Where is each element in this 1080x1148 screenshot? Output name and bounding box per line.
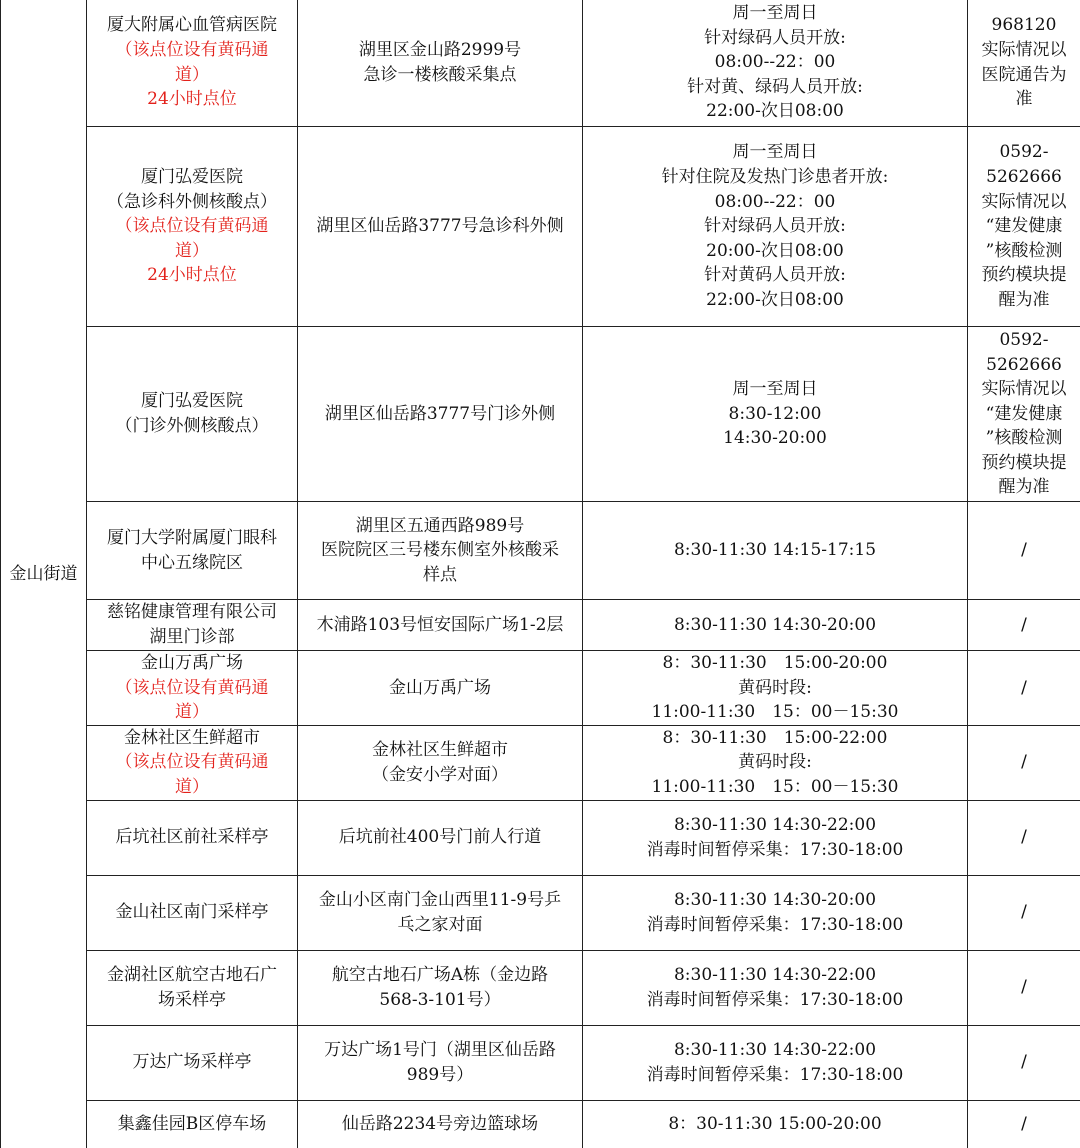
cell-line: 24小时点位 [147, 89, 237, 110]
cell-line: 周一至周日 [732, 3, 818, 24]
site-name-cell [87, 651, 298, 726]
contact-cell [968, 1100, 1080, 1148]
site-name-cell [87, 127, 298, 327]
cell-line: 8:30-11:30 14:30-20:00 [673, 890, 877, 911]
site-name-cell [87, 600, 298, 651]
address-cell [298, 0, 583, 127]
cell-line: 消毒时间暂停采集：17:30-18:00 [646, 989, 904, 1010]
address-cell [298, 1025, 583, 1100]
cell-line: 道） [175, 777, 209, 798]
contact-cell [968, 0, 1080, 127]
contact-cell [968, 651, 1080, 726]
cell-line: 针对绿码人员开放: [704, 216, 846, 237]
contact-cell [968, 502, 1080, 600]
cell-line: 针对绿码人员开放: [704, 27, 846, 48]
site-name-cell [87, 875, 298, 950]
cell-line: 14:30-20:00 [723, 428, 827, 449]
opening-hours-cell [583, 600, 968, 651]
cell-line: 5262666 [986, 354, 1062, 375]
opening-hours-cell [583, 127, 968, 327]
cell-line: 预约模块提 [981, 265, 1067, 286]
table-row [1, 875, 1080, 950]
cell-line: 厦大附属心血管病医院 [107, 15, 277, 36]
address-cell [298, 327, 583, 502]
contact-cell [968, 875, 1080, 950]
cell-line: 0592- [999, 142, 1049, 163]
cell-line: 厦门大学附属厦门眼科 [107, 527, 277, 548]
cell-line: 医院通告为 [981, 64, 1067, 85]
cell-line: 道） [175, 702, 209, 723]
contact-cell [968, 725, 1080, 800]
table-row [1, 127, 1080, 327]
contact-cell [968, 600, 1080, 651]
table-row [1, 800, 1080, 875]
table-body [1, 0, 1080, 1148]
cell-line: 8:30-11:30 14:30-22:00 [673, 1040, 877, 1061]
opening-hours-cell [583, 1100, 968, 1148]
cell-line: 消毒时间暂停采集：17:30-18:00 [646, 839, 904, 860]
cell-line: 金山万禹广场 [389, 677, 491, 698]
cell-line: 金山小区南门金山西里11-9号乒 [318, 890, 562, 911]
cell-line: 准 [1015, 89, 1033, 110]
address-cell [298, 1100, 583, 1148]
cell-line: 样点 [423, 564, 457, 585]
cell-line: 金林社区生鲜超市 [372, 740, 508, 761]
address-cell [298, 600, 583, 651]
cell-line: 针对黄、绿码人员开放: [687, 76, 863, 97]
cell-line: 8:30-11:30 14:30-22:00 [673, 815, 877, 836]
site-name-cell [87, 1025, 298, 1100]
cell-line: 8：30-11:30 15:00-22:00 [662, 727, 888, 748]
cell-line: （门诊外侧核酸点） [115, 416, 269, 436]
cell-line: 8:30-11:30 14:30-22:00 [673, 965, 877, 986]
cell-line: 木浦路103号恒安国际广场1-2层 [316, 614, 564, 635]
cell-line: 湖里区仙岳路3777号急诊科外侧 [316, 216, 564, 237]
opening-hours-cell [583, 1025, 968, 1100]
cell-line: 08:00--22：00 [714, 191, 836, 212]
cell-line: 周一至周日 [732, 379, 818, 400]
table-row [1, 950, 1080, 1025]
cell-line: 乓之家对面 [397, 914, 483, 935]
site-name-cell [87, 725, 298, 800]
cell-line: 968120 [991, 15, 1057, 36]
cell-line: 万达广场采样亭 [132, 1052, 252, 1073]
opening-hours-cell [583, 651, 968, 726]
cell-line: / [1021, 1052, 1027, 1073]
cell-line: 后坑社区前社采样亭 [115, 827, 269, 848]
opening-hours-cell [583, 502, 968, 600]
site-name-cell [87, 502, 298, 600]
cell-line: 8:30-12:00 [728, 403, 822, 424]
cell-line: 989号） [406, 1064, 474, 1085]
table-row [1, 651, 1080, 726]
cell-line: 后坑前社400号门前人行道 [338, 827, 542, 848]
cell-line: 568-3-101号） [379, 989, 501, 1010]
cell-line: 8:30-11:30 14:30-20:00 [673, 614, 877, 635]
cell-line: / [1021, 827, 1027, 848]
cell-line: （该点位设有黄码通 [115, 39, 269, 60]
address-cell [298, 950, 583, 1025]
site-name-cell [87, 327, 298, 502]
address-cell [298, 502, 583, 600]
cell-line: 8：30-11:30 15:00-20:00 [662, 653, 888, 673]
cell-line: （该点位设有黄码通 [115, 216, 269, 237]
cell-line: 11:00-11:30 15：00－15:30 [651, 702, 899, 723]
cell-line: （该点位设有黄码通 [115, 752, 269, 773]
cell-line: 湖里区五通西路989号 [355, 515, 525, 536]
address-cell [298, 651, 583, 726]
cell-line: 实际情况以 [981, 39, 1067, 60]
cell-line: 金山社区南门采样亭 [115, 902, 269, 923]
opening-hours-cell [583, 0, 968, 127]
site-name-cell [87, 800, 298, 875]
cell-line: 预约模块提 [981, 452, 1067, 473]
cell-line: 金林社区生鲜超市 [124, 727, 260, 748]
table-row [1, 0, 1080, 127]
cell-line: 集鑫佳园B区停车场 [117, 1114, 267, 1135]
table-row [1, 600, 1080, 651]
cell-line: 24小时点位 [147, 265, 237, 286]
cell-line: 22:00-次日08:00 [706, 289, 844, 310]
cell-line: 万达广场1号门（湖里区仙岳路 [324, 1040, 556, 1061]
contact-cell [968, 1025, 1080, 1100]
cell-line: ”核酸检测 [985, 428, 1063, 449]
table-row [1, 725, 1080, 800]
opening-hours-cell [583, 327, 968, 502]
cell-line: 金湖社区航空古地石广 [107, 965, 277, 986]
table-row [1, 1100, 1080, 1148]
cell-line: 11:00-11:30 15：00－15:30 [651, 777, 899, 798]
opening-hours-cell [583, 800, 968, 875]
address-cell [298, 127, 583, 327]
cell-line: 黄码时段: [738, 752, 812, 773]
cell-line: 厦门弘爱医院 [141, 167, 243, 188]
cell-line: / [1021, 540, 1027, 561]
contact-cell [968, 327, 1080, 502]
cell-line: 针对住院及发热门诊患者开放: [661, 167, 889, 188]
cell-line: 实际情况以 [981, 191, 1067, 212]
address-cell [298, 725, 583, 800]
cell-line: 湖里区仙岳路3777号门诊外侧 [324, 403, 556, 424]
cell-line: / [1021, 977, 1027, 998]
cell-line: 醒为准 [998, 289, 1050, 310]
cell-line: “建发健康 [985, 216, 1063, 237]
cell-line: 0592- [999, 329, 1049, 350]
opening-hours-cell [583, 875, 968, 950]
cell-line: 20:00-次日08:00 [706, 240, 844, 261]
cell-line: （该点位设有黄码通 [115, 677, 269, 698]
cell-line: 消毒时间暂停采集：17:30-18:00 [646, 914, 904, 935]
table-row [1, 1025, 1080, 1100]
cell-line: 医院院区三号楼东侧室外核酸采 [321, 540, 559, 561]
cell-line: 5262666 [986, 167, 1062, 188]
cell-line: 8:30-11:30 14:15-17:15 [673, 540, 877, 561]
cell-line: / [1021, 1114, 1027, 1135]
opening-hours-cell [583, 950, 968, 1025]
cell-line: 慈铭健康管理有限公司 [107, 602, 277, 623]
table-row [1, 502, 1080, 600]
cell-line: 道） [175, 240, 209, 261]
address-cell [298, 875, 583, 950]
cell-line: 针对黄码人员开放: [704, 265, 846, 286]
cell-line: / [1021, 614, 1027, 635]
cell-line: 场采样亭 [158, 989, 226, 1010]
opening-hours-cell [583, 725, 968, 800]
site-name-cell [87, 950, 298, 1025]
cell-line: 22:00-次日08:00 [706, 101, 844, 122]
cell-line: 中心五缘院区 [141, 552, 243, 573]
contact-cell [968, 127, 1080, 327]
cell-line: 湖里门诊部 [149, 627, 235, 647]
cell-line: ”核酸检测 [985, 240, 1063, 261]
cell-line: 道） [175, 64, 209, 85]
cell-line: / [1021, 902, 1027, 923]
cell-line: 航空古地石广场A栋（金边路 [331, 965, 549, 986]
cell-line: 湖里区金山路2999号 [358, 39, 522, 60]
cell-line: 消毒时间暂停采集：17:30-18:00 [646, 1064, 904, 1085]
contact-cell [968, 800, 1080, 875]
cell-line: 醒为准 [998, 477, 1050, 498]
table-row [1, 327, 1080, 502]
address-cell [298, 800, 583, 875]
cell-line: （金安小学对面） [372, 764, 508, 785]
cell-line: 8：30-11:30 15:00-20:00 [668, 1114, 882, 1135]
cell-line: 仙岳路2234号旁边篮球场 [341, 1114, 539, 1135]
cell-line: （急诊科外侧核酸点） [107, 191, 277, 212]
cell-line: 厦门弘爱医院 [141, 391, 243, 412]
cell-line: 金山万禹广场 [141, 653, 243, 673]
site-name-cell [87, 1100, 298, 1148]
cell-line: 周一至周日 [732, 142, 818, 163]
cell-line: 实际情况以 [981, 379, 1067, 400]
contact-cell [968, 950, 1080, 1025]
cell-line: “建发健康 [985, 403, 1063, 424]
cell-line: 黄码时段: [738, 677, 812, 698]
site-name-cell [87, 0, 298, 127]
street-name-cell: 金山街道 [1, 0, 87, 1148]
cell-line: / [1021, 752, 1027, 773]
cell-line: 08:00--22：00 [714, 52, 836, 73]
cell-line: 急诊一楼核酸采集点 [363, 64, 517, 85]
cell-line: / [1021, 677, 1027, 698]
